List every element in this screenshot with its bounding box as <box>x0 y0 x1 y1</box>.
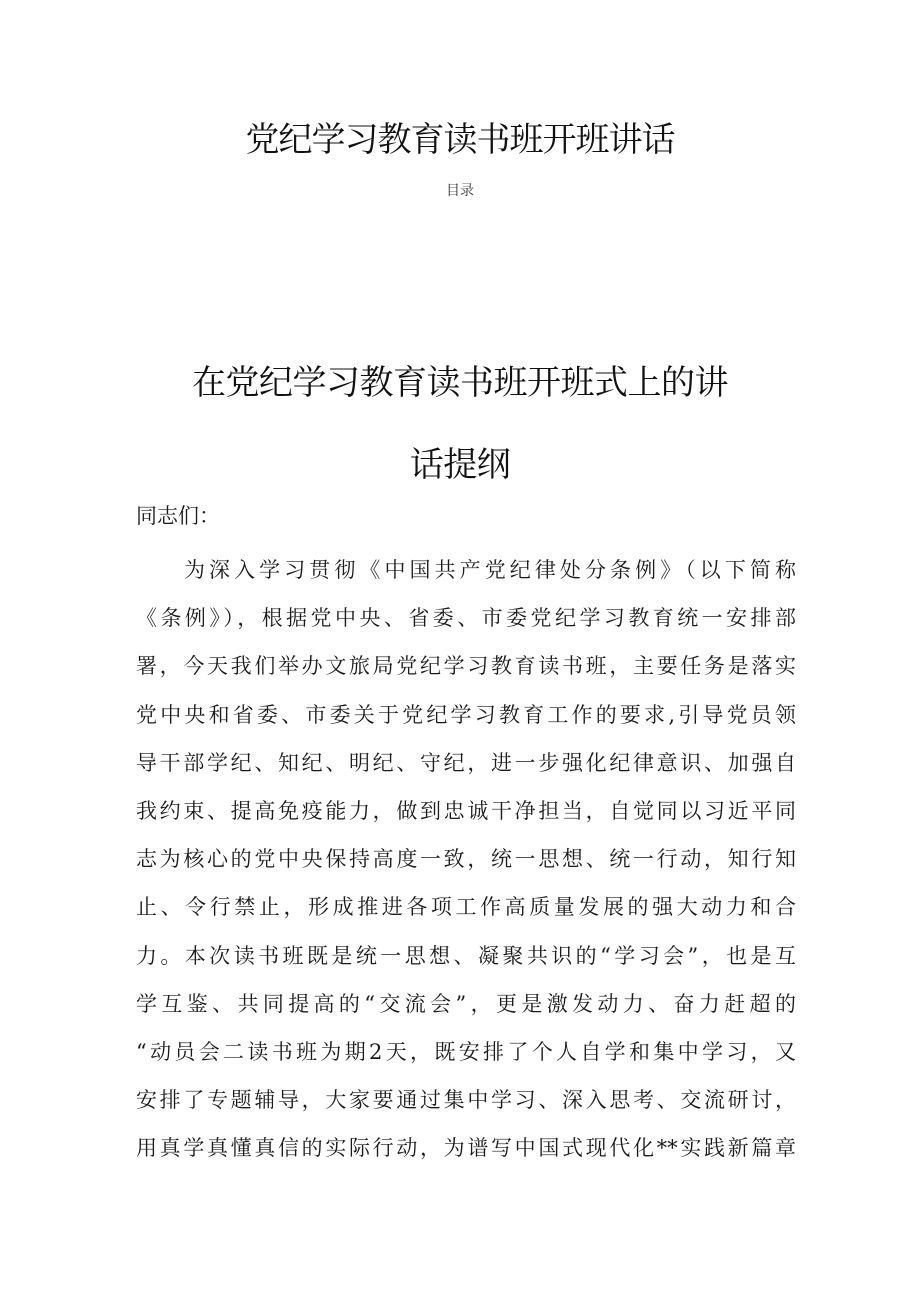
body-paragraph <box>136 546 796 1172</box>
paragraph-line: 学互鉴、共同提高的“交流会”，更是激发动力、奋力赶超的 <box>136 991 796 1016</box>
speech-title-line-1: 在党纪学习教育读书班开班式上的讲 <box>192 363 728 403</box>
paragraph-line: 党中央和省委、市委关于党纪学习教育工作的要求,引导党员领 <box>136 702 796 727</box>
paragraph-line: 为深入学习贯彻《中国共产党纪律处分条例》（以下简称 <box>184 558 796 582</box>
paragraph-line: 我约束、提高免疫能力，做到忠诚干净担当，自觉同以习近平同 <box>136 798 796 823</box>
paragraph-line: 止、令行禁止，形成推进各项工作高质量发展的强大动力和合 <box>136 895 796 920</box>
paragraph-line: 力。本次读书班既是统一思想、凝聚共识的“学习会”，也是互 <box>136 943 796 968</box>
paragraph-line: 署，今天我们举办文旅局党纪学习教育读书班，主要任务是落实 <box>136 654 796 679</box>
document-title: 党纪学习教育读书班开班讲话 <box>245 120 675 160</box>
paragraph-line: 用真学真懂真信的实际行动，为谱写中国式现代化**实践新篇章 <box>136 1136 796 1161</box>
paragraph-line: “动员会二读书班为期2天，既安排了个人自学和集中学习，又 <box>136 1039 796 1064</box>
paragraph-line: 《条例》），根据党中央、省委、市委党纪学习教育统一安排部 <box>136 606 796 631</box>
salutation: 同志们： <box>136 504 220 528</box>
table-of-contents-label: 目录 <box>446 183 474 199</box>
paragraph-line: 志为核心的党中央保持高度一致，统一思想、统一行动，知行知 <box>136 847 796 872</box>
speech-title-line-2: 话提纲 <box>409 445 511 485</box>
paragraph-line: 导干部学纪、知纪、明纪、守纪，进一步强化纪律意识、加强自 <box>136 750 796 775</box>
paragraph-line: 安排了专题辅导，大家要通过集中学习、深入思考、交流研讨， <box>136 1088 796 1113</box>
